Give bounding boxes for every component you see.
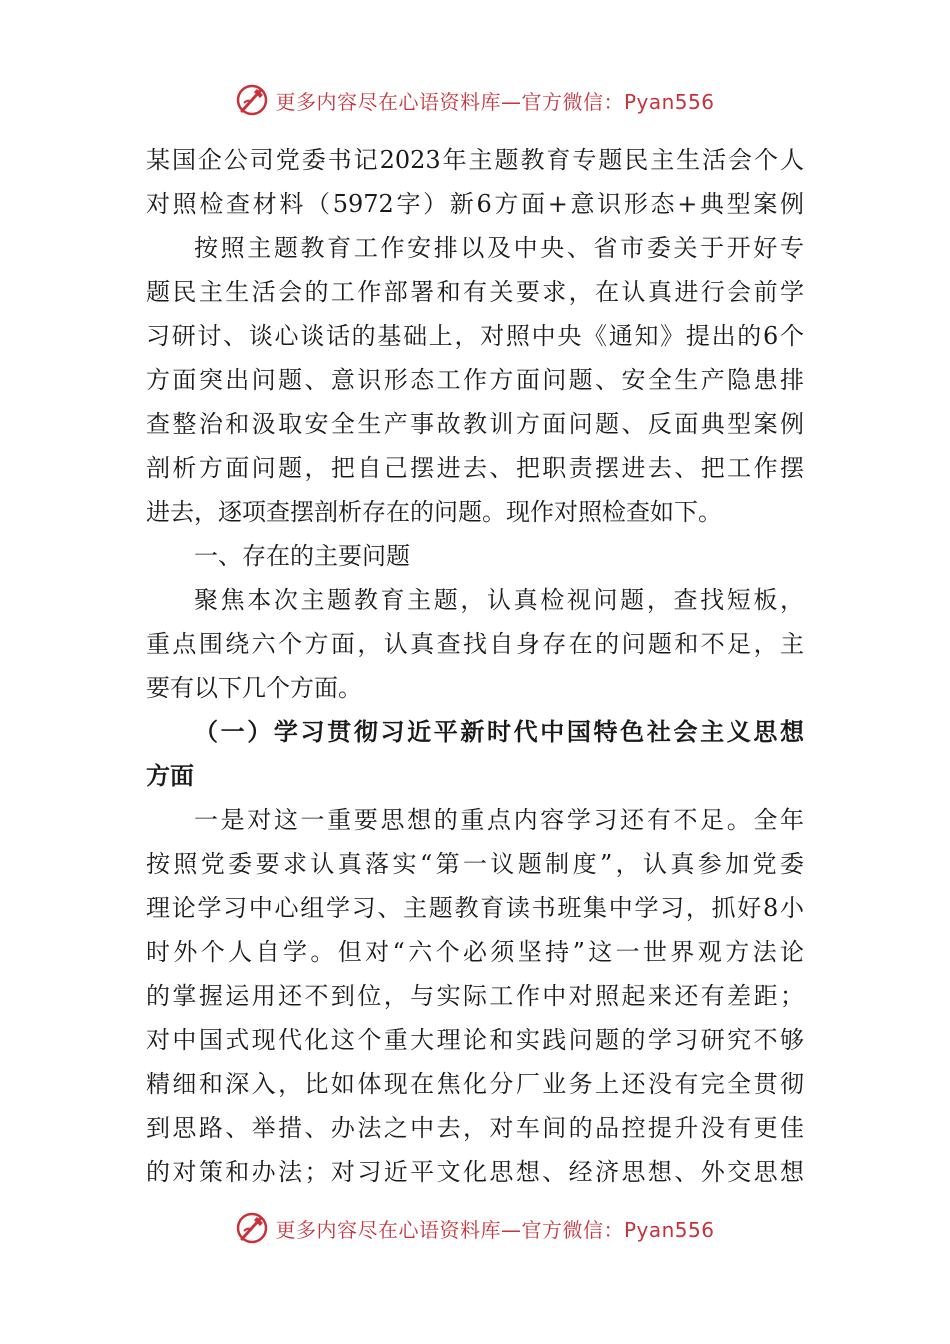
body-paragraph-line: 的掌握运用还不到位，与实际工作中对照起来还有差距； (146, 982, 804, 1010)
intro-paragraph-line: 剖析方面问题，把自己摆进去、把职责摆进去、把工作摆 (146, 454, 804, 482)
pen-seal-logo-icon (235, 1211, 269, 1245)
body-paragraph-line: 按照党委要求认真落实“第一议题制度”，认真参加党委 (146, 850, 804, 878)
title-line: 某国企公司党委书记2023年主题教育专题民主生活会个人 (146, 146, 804, 174)
intro-paragraph-line: 进去，逐项查摆剖析存在的问题。现作对照检查如下。 (146, 498, 722, 526)
footer-watermark-banner (0, 1208, 950, 1248)
intro-paragraph-line: 查整治和汲取安全生产事故教训方面问题、反面典型案例 (146, 410, 804, 438)
pen-seal-logo-icon (235, 83, 269, 117)
body-paragraph-line: 理论学习中心组学习、主题教育读书班集中学习，抓好8小 (146, 894, 804, 922)
body-paragraph-line: 时外个人自学。但对“六个必须坚持”这一世界观方法论 (146, 938, 804, 966)
section-paragraph-line: 要有以下几个方面。 (146, 674, 362, 702)
intro-paragraph-line: 按照主题教育工作安排以及中央、省市委关于开好专 (194, 234, 804, 262)
section-paragraph-line: 聚焦本次主题教育主题，认真检视问题，查找短板， (194, 586, 804, 614)
body-paragraph-line: 精细和深入，比如体现在焦化分厂业务上还没有完全贯彻 (146, 1070, 804, 1098)
document-body (146, 138, 804, 1194)
body-paragraph-line: 一是对这一重要思想的重点内容学习还有不足。全年 (194, 806, 804, 834)
section-paragraph-line: 重点围绕六个方面，认真查找自身存在的问题和不足，主 (146, 630, 804, 658)
body-paragraph-line: 到思路、举措、办法之中去，对车间的品控提升没有更佳 (146, 1114, 804, 1142)
intro-paragraph-line: 习研讨、谈心谈话的基础上，对照中央《通知》提出的6个 (146, 322, 804, 350)
footer-watermark-text: 更多内容尽在心语资料库—官方微信：Pyan556 (275, 1217, 715, 1242)
body-paragraph-line: 对中国式现代化这个重大理论和实践问题的学习研究不够 (146, 1026, 804, 1054)
header-watermark-text: 更多内容尽在心语资料库—官方微信：Pyan556 (275, 89, 715, 114)
intro-paragraph-line: 方面突出问题、意识形态工作方面问题、安全生产隐患排 (146, 366, 804, 394)
subsection-heading: （一）学习贯彻习近平新时代中国特色社会主义思想 (194, 718, 804, 746)
header-watermark-banner (0, 80, 950, 120)
title-line: 对照检查材料（5972字）新6方面+意识形态+典型案例 (146, 190, 804, 218)
subsection-heading: 方面 (146, 762, 194, 790)
intro-paragraph-line: 题民主生活会的工作部署和有关要求，在认真进行会前学 (146, 278, 804, 306)
section-heading: 一、存在的主要问题 (194, 542, 410, 570)
body-paragraph-line: 的对策和办法；对习近平文化思想、经济思想、外交思想 (146, 1158, 804, 1186)
